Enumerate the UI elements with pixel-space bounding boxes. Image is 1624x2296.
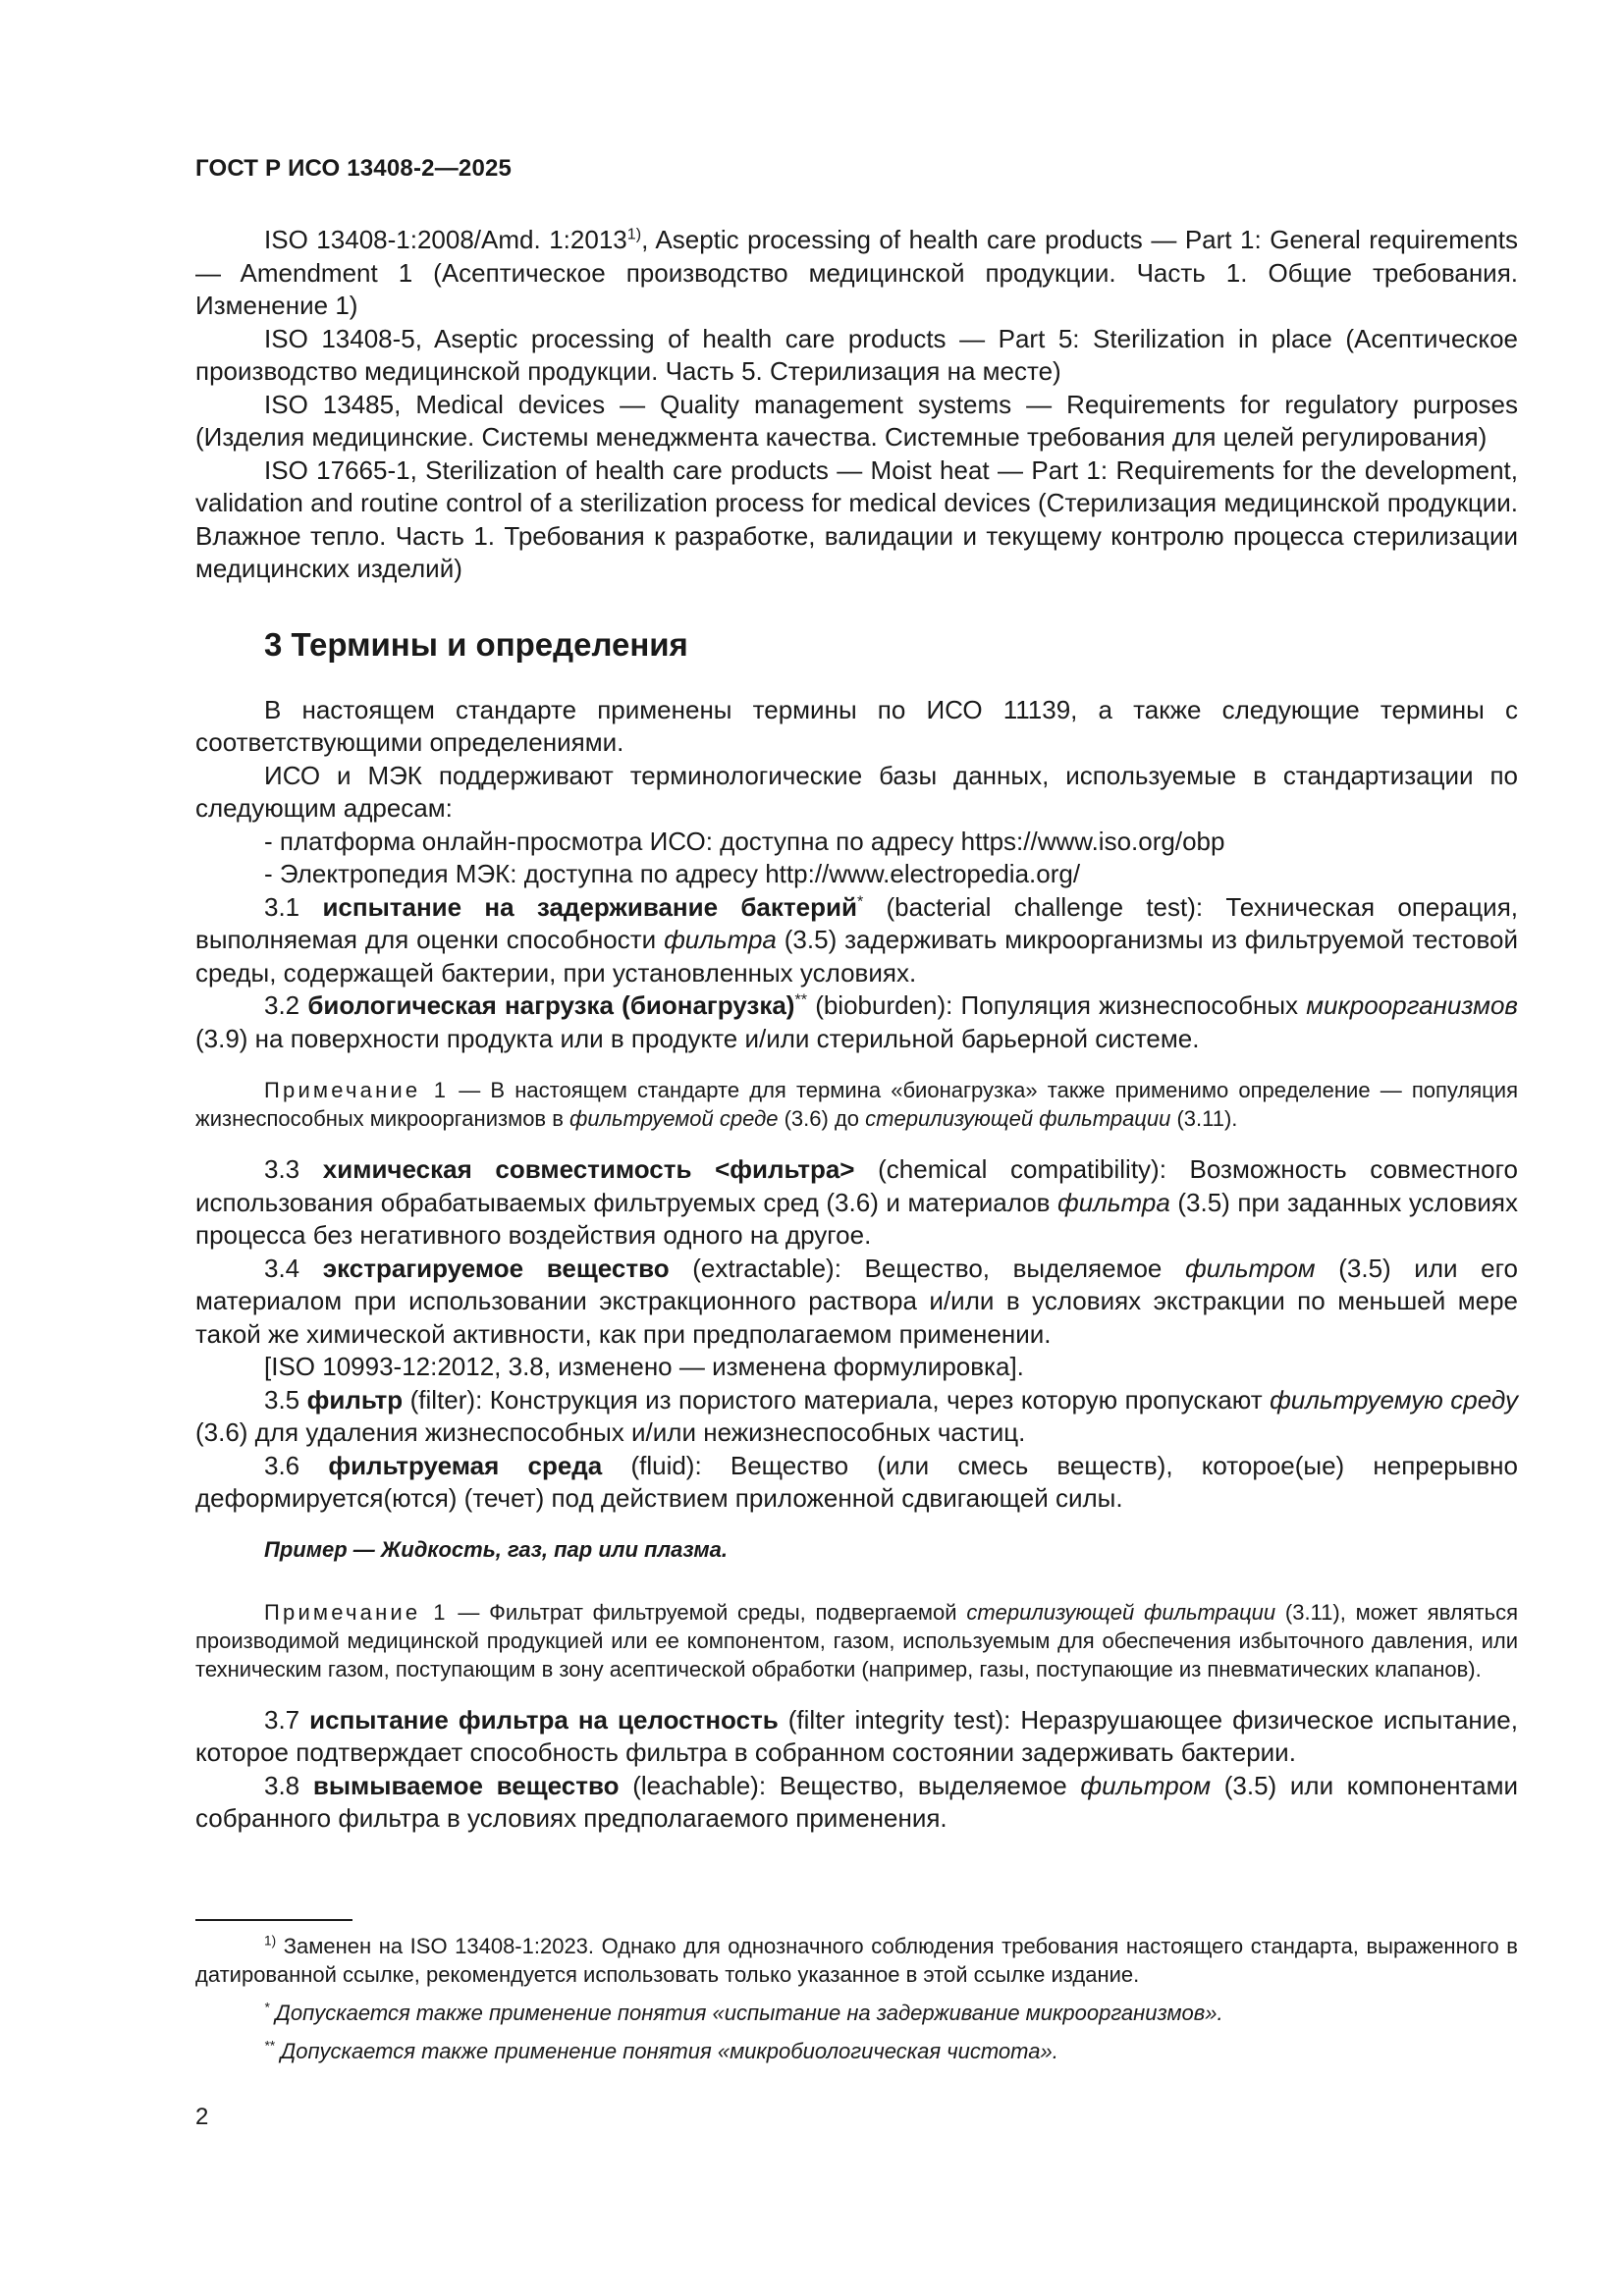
footnote-ref[interactable]: **: [794, 990, 808, 1009]
note-3-2: Примечание 1 — В настоящем стандарте для термина «бионагрузка» также применимо определение — популяция жизнеспособных микроорганизмов в фильтруемой среде (3.6) до стерилизующей фильтрации (3.11).: [195, 1078, 1518, 1131]
term-name: вымываемое вещество: [312, 1770, 620, 1800]
reference-item: ISO 13485, Medical devices — Quality management systems — Requirements for regulatory purposes (Изделия медицинские. Системы менеджмента качества. Системные требования для целей регулирования): [195, 389, 1518, 452]
running-header: ГОСТ Р ИСО 13408-2—2025: [195, 155, 513, 182]
term-3-6: 3.6 фильтруемая среда (fluid): Вещество (или смесь веществ), которое(ые) непрерывно деформируется(ются) (течет) под действием приложенной сдвигающей силы.: [195, 1450, 1518, 1513]
note-3-6: Примечание 1 — Фильтрат фильтруемой среды, подвергаемой стерилизующей фильтрации (3.11), может являться производимой медицинской продукцией или ее компонентом, газом, используемым для обеспечения избыточного давления, или техническим газом, поступающим в зону асептической обработки (например, газы, поступающие из пневматических клапанов).: [195, 1599, 1519, 1682]
term-3-4: 3.4 экстрагируемое вещество (extractable): Вещество, выделяемое фильтром (3.5) или его материалом при использовании экстракционного раствора и/или в условиях экстракции по меньшей мере такой же химической активности, как при предполагаемом применении.: [195, 1253, 1518, 1349]
list-item: - Электропедия МЭК: доступна по адресу http://www.electropedia.org/: [264, 859, 1081, 888]
reference-item: ISO 13408-5, Aseptic processing of health care products — Part 5: Sterilization in place (Асептическое производство медицинской продукции. Часть 5. Стерилизация на месте): [195, 323, 1518, 386]
example-3-6: Пример — Жидкость, газ, пар или плазма.: [264, 1536, 728, 1562]
term-3-5: 3.5 фильтр (filter): Конструкция из пористого материала, через которую пропускают фильтруемую среду (3.6) для удаления жизнеспособных и/или нежизнеспособных частиц.: [195, 1384, 1518, 1447]
iso-iec-paragraph: ИСО и МЭК поддерживают терминологические базы данных, используемые в стандартизации по следующим адресам:: [195, 760, 1518, 823]
term-name: фильтруемая среда: [328, 1450, 603, 1480]
term-name: экстрагируемое вещество: [322, 1253, 670, 1283]
reference-item: ISO 17665-1, Sterilization of health care products — Moist heat — Part 1: Requirements for the development, validation and routine control of a sterilization process for medical devices (Стерилизация медицинской продукции. Влажное тепло. Часть 1. Требования к разработке, валидации и текущему контролю процесса стерилизации медицинских изделий): [195, 454, 1518, 583]
term-3-3: 3.3 химическая совместимость <фильтра> (chemical compatibility): Возможность совместного использования обрабатываемых фильтруемых сред (3.6) и материалов фильтра (3.5) при заданных условиях процесса без негативного воздействия одного на другое.: [195, 1154, 1519, 1250]
footnote-ref[interactable]: *: [856, 891, 864, 910]
term-3-1: 3.1 испытание на задерживание бактерий* (bacterial challenge test): Техническая операция, выполняемая для оценки способности фильтра (3.5) задерживать микроорганизмы из фильтруемой тестовой среды, содержащей бактерии, при установленных условиях.: [195, 891, 1518, 988]
reference-item: ISO 13408-1:2008/Amd. 1:2013$^{1)}$, Aseptic processing of health care products — Part 1: General requirements — Amendment 1 (Асептическое производство медицинской продукции. Часть 1. Общие требования. Изменение 1): [195, 225, 1518, 320]
term-name: испытание фильтра на целостность: [309, 1704, 779, 1735]
footnote-divider: [195, 1919, 352, 1921]
term-name: фильтр: [306, 1384, 404, 1415]
footnote-star: * Допускается также применение понятия «испытание на задерживание микроорганизмов».: [264, 2000, 1223, 2025]
term-3-4-source: [ISO 10993-12:2012, 3.8, изменено — изменена формулировка].: [264, 1352, 1024, 1381]
section-intro: В настоящем стандарте применены термины по ИСО 11139, а также следующие термины с соответствующими определениями.: [195, 694, 1518, 757]
term-3-7: 3.7 испытание фильтра на целостность (filter integrity test): Неразрушающее физическое испытание, которое подтверждает способность фильтра в собранном состоянии задерживать бактерии.: [195, 1704, 1518, 1767]
page-number: 2: [195, 2104, 209, 2130]
section-heading: 3 Термины и определения: [264, 625, 688, 663]
term-name: испытание на задерживание бактерий: [322, 891, 857, 922]
footnotes: [195, 1932, 1518, 2065]
list-item: - платформа онлайн-просмотра ИСО: доступна по адресу https://www.iso.org/obp: [264, 826, 1225, 856]
term-name: химическая совместимость <фильтра>: [322, 1154, 855, 1184]
spacer: [195, 1564, 1518, 1598]
footnote-double-star: ** Допускается также применение понятия «микробиологическая чистота».: [264, 2038, 1058, 2063]
term-name: биологическая нагрузка (бионагрузка): [307, 990, 795, 1020]
document-body: [195, 224, 1518, 1836]
footnote-ref[interactable]: 1): [626, 225, 642, 243]
term-3-8: 3.8 вымываемое вещество (leachable): Вещество, выделяемое фильтром (3.5) или компонентами собранного фильтра в условиях предполагаемого применения.: [195, 1770, 1518, 1833]
term-3-2: 3.2 биологическая нагрузка (бионагрузка)** (bioburden): Популяция жизнеспособных микроорганизмов (3.9) на поверхности продукта или в продукте и/или стерильной барьерной системе.: [195, 990, 1518, 1053]
footnote-1: $^{1)}$ Заменен на ISO 13408-1:2023. Однако для однозначного соблюдения требования настоящего стандарта, выраженного в датированной ссылке, рекомендуется использовать только указанное в этой ссылке издание.: [195, 1933, 1518, 1987]
